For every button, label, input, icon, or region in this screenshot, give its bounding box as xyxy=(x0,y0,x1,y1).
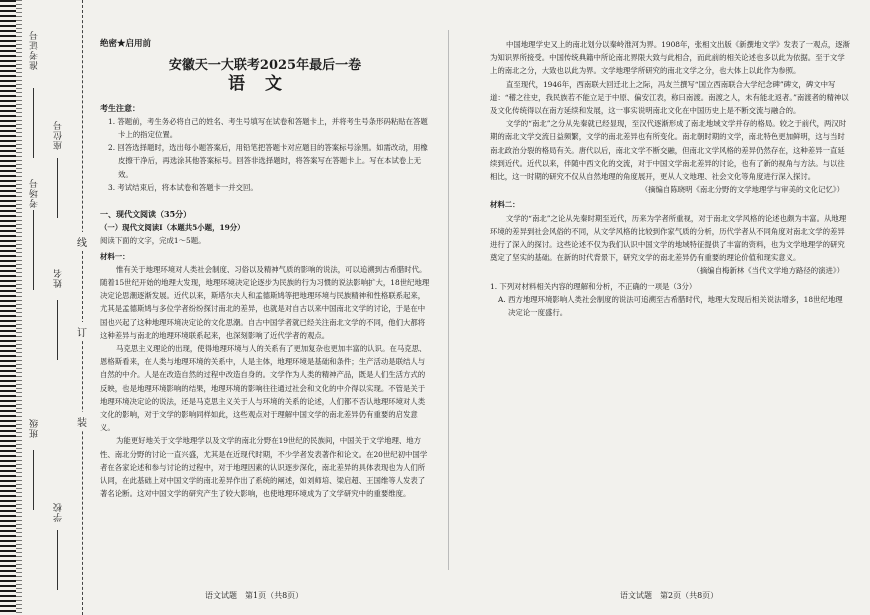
margin-hatching xyxy=(0,0,16,615)
fill-line-exam-room xyxy=(33,210,34,290)
material-2-paragraph: 文学的“南北”之论从先秦时期至近代，历来为学者所重视，对于南北文学风格的论述也颇为丰富。从地理环境的差异到社会风俗的不同，从文学风格的比较到作家气质的分析，历代学者从不同角度对南北文学的差异进行了深入的探讨。这些论述不仅为我们认识中国文学的地域特征提供了丰富的资料，也为文学地理学的研究奠定了坚实的基础。在新的时代背景下，研究文学的南北差异仍有重要的理论价值和现实意义。 xyxy=(490,213,847,263)
question-1-option-a: A. 西方地理环境影响人类社会制度的说法可追溯至古希腊时代，地理大发现后相关说法增多，18世纪地理决定论一度盛行。 xyxy=(498,294,843,318)
reading-instruction: 阅读下面的文字，完成1～5题。 xyxy=(100,236,206,246)
label-name: 姓名 xyxy=(54,268,64,288)
material-2-label: 材料二： xyxy=(490,200,520,210)
material-citation: （摘编自陈晓明《南北分野的文学地理学与审美的文化记忆》） xyxy=(640,185,844,195)
material-1-paragraph: 惟有关于地理环境对人类社会制度、习俗以及精神气质的影响的说法，可以追溯到古希腊时代。随着15世纪开始的地理大发现，地理环境决定论逐步为民族的行为习惯的说法影响扩大，18世纪地理决定论思潮逐渐发展。近代以来，斯塔尔夫人和孟德斯鸠等把地理环境与民族精神和性格联系起来，尤其是孟德斯鸠与多位学者纷纷探讨南北的差异，也就是对自古以来中国南北文学的讨论，于是在中国也兴起了这种地理环境决定论的文化思潮。自古中国学者就已经关注南北文学的不同，他们大都将这种差异与南北的地理环境联系起来，也深刻影响了近代学者的观点。 xyxy=(100,264,430,340)
page-1-column xyxy=(100,38,430,501)
material-2-paragraph: 直至现代，1946年，西南联大回迁北上之际，冯友兰撰写“国立西南联合大学纪念碑”碑文，碑文中写道：“稽之往史，我民族若不能立足于中原、偏安江表，称曰南渡。南渡之人，未有能北返者。”南渡者的精神以及文化传统得以在南方延续和发展，这一事实说明南北文化在中国历史上是不断交流与融合的。 xyxy=(490,79,849,116)
material-2-paragraph: 中国地理学史又上的南北划分以秦岭淮河为界。1908年，张相文出版《新撰地文学》发表了一观点，逐渐为知识界所接受。中国传统典籍中所论南北界限大致与此相合，而此前的相关论述也多以此为依据。至于文学上的南北之分，大致也以此为界。文学地理学所研究的南北文学之分，也大体上以此作为参照。 xyxy=(490,40,851,76)
cut-word-order: 订 xyxy=(77,322,87,341)
label-exam-room: 考场号 xyxy=(30,178,40,208)
confidential-badge: 绝密★启用前 xyxy=(100,39,152,49)
label-class: 班级 xyxy=(30,418,40,438)
margin-hatching-inner xyxy=(16,0,22,615)
section-heading: 一、现代文阅读（35分） xyxy=(100,209,192,220)
page-footer-left: 语文试题 第1页（共8页） xyxy=(205,591,304,600)
note-item: 2. 回答选择题时，选出每小题答案后，用铅笔把答题卡对应题目的答案标号涂黑。如需改动，用橡皮擦干净后，再选涂其他答案标号。回答非选择题时，将答案写在答题卡上。写在本试卷上无效。 xyxy=(108,143,428,179)
question-1: 1. 下列对材料相关内容的理解和分析，不正确的一项是（3分） xyxy=(490,281,697,291)
label-seat-number: 座位号 xyxy=(54,120,64,150)
note-item: 3. 考试结束后，将本试卷和答题卡一并交回。 xyxy=(108,182,258,192)
label-school: 学校 xyxy=(54,502,64,522)
material-2-paragraph: 文学的“南北”之分从先秦就已经显现，至汉代逐渐形成了南北地域文学并存的格局。较之于前代，两汉时期的南北文学交流日益频繁，文学的南北差异也有所变化。南北朝时期的文学，南北特色更加鲜明，这与当时南北政治分裂的格局有关。唐代以后，南北文学不断交融，但南北文学风格的差异仍然存在，这种差异一直延续到近代。近代以来，伴随中西文化的交流，对于中国文学南北差异的讨论，也有了新的视角与方法。与以往相比，这一时期的研究不仅从自然地理的角度展开，更从人文地理、社会文化等角度进行深入探讨。 xyxy=(490,119,847,182)
subject-title: 语文 xyxy=(228,74,302,95)
note-item: 1. 答题前，考生务必将自己的姓名、考生号填写在试卷和答题卡上，并将考生号条形码粘贴在答题卡上的指定位置。 xyxy=(108,116,428,140)
fill-line-seat-number xyxy=(57,158,58,218)
label-exam-number: 准考证号 xyxy=(30,30,40,70)
page-footer-right: 语文试题 第2页（共8页） xyxy=(620,591,719,600)
exam-title: 安徽天一大联考2025年最后一卷 xyxy=(168,58,362,74)
material-citation: （摘编自梅新林《当代文学地方路径的演进》） xyxy=(692,266,844,276)
material-1-label: 材料一： xyxy=(100,251,130,261)
material-1-paragraph: 马克思主义理论的出现，使得地理环境与人的关系有了更加复杂也更加丰富的认识。在马克思、恩格斯看来，在人类与地理环境的关系中，人是主体，地理环境是基础和条件；生产活动是联结人与自然的中介。人是在改造自然的过程中改造自身的。文学作为人类的精神产品，既是人们生活方式的反映，也是地理环境影响的结果，地理环境的影响往往通过社会和文化的中介得以实现。不管是关于地理环境决定论的说法，还是马克思主义关于人与环境的关系的论述，人们都不否认地理环境对人类文化的影响，对于文学的影响同样如此，这些观点对于理解中国文学的南北差异仍有重要的启发意义。 xyxy=(100,344,427,433)
subsection-heading: （一）现代文阅读Ⅰ（本题共5小题，19分） xyxy=(100,223,245,233)
cut-dashed-line xyxy=(82,0,83,615)
fill-line-class xyxy=(33,450,34,510)
fill-line-name xyxy=(57,300,58,360)
cut-word-line: 线 xyxy=(77,232,87,251)
material-1-paragraph: 为能更好地关于文学地理学以及文学的南北分野在19世纪的民族间，中国关于文学地理、地方性、南北分野的讨论一直兴盛，尤其是在近现代时期，不少学者发表著作和论文。在20世纪初中国学者在各家论述和参与讨论的过程中，对于地理因素的认识逐步深化，南北差异的具体表现也为人们所认同，在此基础上对中国文学的南北差异作出了系统的阐述，如刘师培、梁启超、王国维等人发表了著名论断。这对中国文学的研究产生了较大影响，也使地理环境成为了文学研究中的重要维度。 xyxy=(100,436,428,499)
binding-margin xyxy=(0,0,92,615)
page-2-column xyxy=(490,38,850,319)
fill-line-school xyxy=(57,530,58,590)
cut-word-bind: 装 xyxy=(77,412,87,431)
fill-line-exam-number xyxy=(33,88,34,158)
notes-heading: 考生注意： xyxy=(100,102,140,113)
page-divider xyxy=(448,30,457,570)
